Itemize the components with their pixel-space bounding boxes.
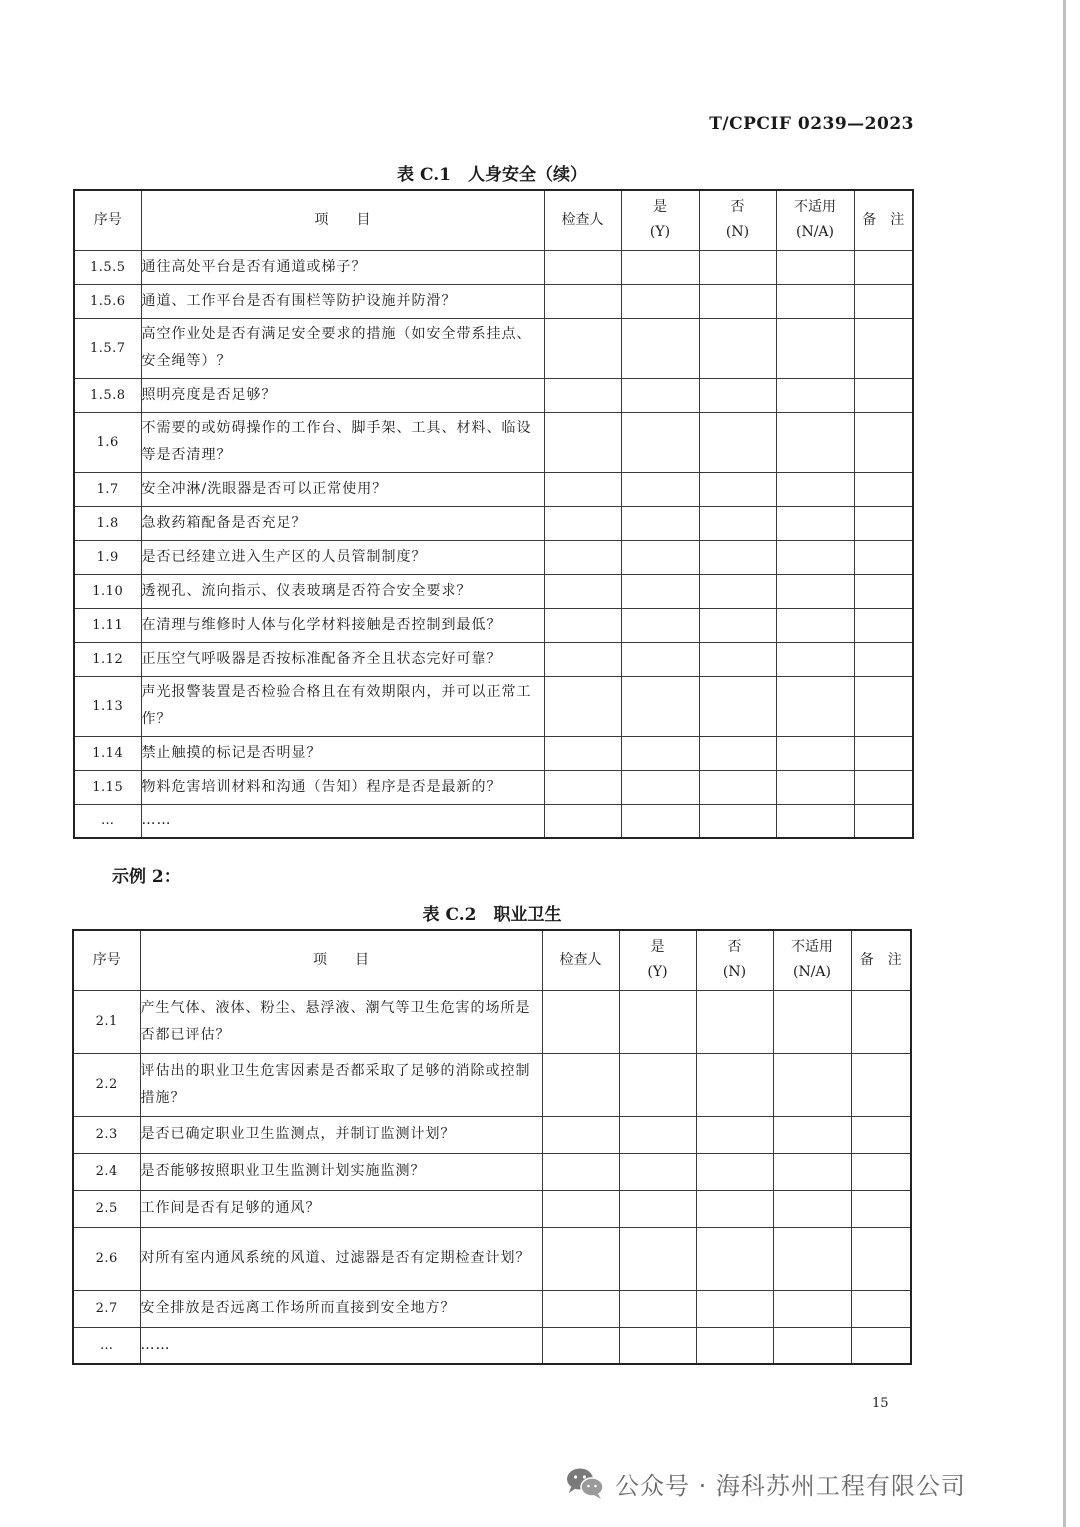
na-cell[interactable] bbox=[773, 1116, 851, 1153]
table-row bbox=[73, 1227, 911, 1290]
no-cell[interactable] bbox=[699, 736, 776, 770]
na-cell[interactable] bbox=[776, 804, 854, 838]
yes-cell[interactable] bbox=[619, 1190, 696, 1227]
col-inspector-header: 检查人 bbox=[544, 190, 621, 250]
inspector-cell[interactable] bbox=[542, 1327, 619, 1364]
row-number: 1.10 bbox=[74, 574, 141, 608]
no-cell[interactable] bbox=[699, 506, 776, 540]
remark-cell[interactable] bbox=[851, 1227, 911, 1290]
table-c1 bbox=[73, 189, 914, 839]
no-cell[interactable] bbox=[696, 1227, 773, 1290]
row-item: 在清理与维修时人体与化学材料接触是否控制到最低？ bbox=[141, 608, 544, 642]
yes-cell[interactable] bbox=[619, 1116, 696, 1153]
na-cell[interactable] bbox=[776, 506, 854, 540]
row-item: 物料危害培训材料和沟通（告知）程序是否是最新的？ bbox=[141, 770, 544, 804]
inspector-cell[interactable] bbox=[542, 1190, 619, 1227]
na-cell[interactable] bbox=[773, 1153, 851, 1190]
no-cell[interactable] bbox=[696, 1327, 773, 1364]
row-item: 是否已确定职业卫生监测点，并制订监测计划？ bbox=[140, 1116, 542, 1153]
row-item: 通往高处平台是否有通道或梯子？ bbox=[141, 250, 544, 284]
table-row bbox=[73, 1116, 911, 1153]
yes-cell[interactable] bbox=[621, 284, 699, 318]
inspector-cell[interactable] bbox=[542, 1153, 619, 1190]
yes-cell[interactable] bbox=[621, 608, 699, 642]
col-item-header: 项 目 bbox=[141, 190, 544, 250]
inspector-cell[interactable] bbox=[544, 608, 621, 642]
row-item: 是否能够按照职业卫生监测计划实施监测？ bbox=[140, 1153, 542, 1190]
table1-caption: 表 C.1 人身安全（续） bbox=[397, 165, 587, 185]
table-c2 bbox=[72, 929, 912, 1365]
table-row bbox=[74, 804, 913, 838]
yes-cell[interactable] bbox=[621, 540, 699, 574]
na-cell[interactable] bbox=[776, 770, 854, 804]
table-row bbox=[74, 378, 913, 412]
row-number: 1.12 bbox=[74, 642, 141, 676]
no-cell[interactable] bbox=[699, 676, 776, 736]
remark-cell[interactable] bbox=[851, 1153, 911, 1190]
table-row bbox=[73, 1053, 911, 1116]
row-item: 不需要的或妨碍操作的工作台、脚手架、工具、材料、临设等是否清理？ bbox=[141, 412, 544, 472]
row-number: 1.9 bbox=[74, 540, 141, 574]
no-cell[interactable] bbox=[699, 472, 776, 506]
col-item-header: 项 目 bbox=[140, 930, 542, 990]
watermark bbox=[565, 1462, 966, 1504]
remark-cell[interactable] bbox=[854, 506, 913, 540]
yes-cell[interactable] bbox=[621, 736, 699, 770]
row-item: 通道、工作平台是否有围栏等防护设施并防滑？ bbox=[141, 284, 544, 318]
row-number: 1.5.7 bbox=[74, 318, 141, 378]
table-row bbox=[73, 1327, 911, 1364]
na-cell[interactable] bbox=[773, 1327, 851, 1364]
no-cell[interactable] bbox=[699, 378, 776, 412]
table-row bbox=[74, 250, 913, 284]
yes-cell[interactable] bbox=[621, 378, 699, 412]
yes-cell[interactable] bbox=[619, 1327, 696, 1364]
table2-caption: 表 C.2 职业卫生 bbox=[422, 905, 562, 925]
row-number: 1.5.6 bbox=[74, 284, 141, 318]
no-cell[interactable] bbox=[699, 574, 776, 608]
row-item: 安全冲淋/洗眼器是否可以正常使用？ bbox=[141, 472, 544, 506]
row-item: 评估出的职业卫生危害因素是否都采取了足够的消除或控制措施？ bbox=[140, 1053, 542, 1116]
row-item: 工作间是否有足够的通风？ bbox=[140, 1190, 542, 1227]
no-cell[interactable] bbox=[699, 770, 776, 804]
row-number: 2.1 bbox=[73, 990, 140, 1053]
inspector-cell[interactable] bbox=[544, 676, 621, 736]
na-cell[interactable] bbox=[776, 284, 854, 318]
table-row bbox=[73, 1190, 911, 1227]
na-cell[interactable] bbox=[776, 250, 854, 284]
table-row bbox=[74, 412, 913, 472]
col-inspector-header: 检查人 bbox=[542, 930, 619, 990]
page-number: 15 bbox=[872, 1396, 889, 1411]
row-number: 2.5 bbox=[73, 1190, 140, 1227]
table-row bbox=[74, 540, 913, 574]
yes-cell[interactable] bbox=[621, 642, 699, 676]
inspector-cell[interactable] bbox=[542, 1290, 619, 1327]
na-cell[interactable] bbox=[776, 608, 854, 642]
col-no-header: 序号 bbox=[74, 190, 141, 250]
col-yes-header: 是 (Y) bbox=[619, 930, 696, 990]
col-no-header: 序号 bbox=[73, 930, 140, 990]
no-cell[interactable] bbox=[696, 1290, 773, 1327]
remark-cell[interactable] bbox=[854, 608, 913, 642]
remark-cell[interactable] bbox=[851, 990, 911, 1053]
remark-cell[interactable] bbox=[851, 1116, 911, 1153]
table-row bbox=[74, 318, 913, 378]
remark-cell[interactable] bbox=[851, 1327, 911, 1364]
yes-cell[interactable] bbox=[621, 472, 699, 506]
yes-cell[interactable] bbox=[621, 804, 699, 838]
row-item: 对所有室内通风系统的风道、过滤器是否有定期检查计划？ bbox=[140, 1227, 542, 1290]
no-cell[interactable] bbox=[699, 608, 776, 642]
row-item: 安全排放是否远离工作场所而直接到安全地方？ bbox=[140, 1290, 542, 1327]
standard-code: T/CPCIF 0239—2023 bbox=[709, 114, 914, 134]
row-item: 高空作业处是否有满足安全要求的措施（如安全带系挂点、安全绳等）？ bbox=[141, 318, 544, 378]
row-item: …… bbox=[140, 1327, 542, 1364]
row-number: 1.6 bbox=[74, 412, 141, 472]
inspector-cell[interactable] bbox=[542, 1227, 619, 1290]
table-row bbox=[74, 676, 913, 736]
row-number: 1.14 bbox=[74, 736, 141, 770]
table-row bbox=[73, 1153, 911, 1190]
inspector-cell[interactable] bbox=[544, 736, 621, 770]
yes-cell[interactable] bbox=[621, 250, 699, 284]
table-row bbox=[74, 642, 913, 676]
na-cell[interactable] bbox=[776, 736, 854, 770]
page-edge-shadow bbox=[1063, 0, 1066, 1527]
remark-cell[interactable] bbox=[854, 804, 913, 838]
yes-cell[interactable] bbox=[621, 412, 699, 472]
no-cell[interactable] bbox=[696, 990, 773, 1053]
example-label: 示例 2： bbox=[112, 867, 181, 887]
na-cell[interactable] bbox=[776, 412, 854, 472]
row-number: 2.4 bbox=[73, 1153, 140, 1190]
na-cell[interactable] bbox=[776, 472, 854, 506]
inspector-cell[interactable] bbox=[544, 574, 621, 608]
remark-cell[interactable] bbox=[854, 770, 913, 804]
row-item: 禁止触摸的标记是否明显？ bbox=[141, 736, 544, 770]
row-item: 急救药箱配备是否充足？ bbox=[141, 506, 544, 540]
remark-cell[interactable] bbox=[854, 284, 913, 318]
remark-cell[interactable] bbox=[854, 318, 913, 378]
remark-cell[interactable] bbox=[854, 736, 913, 770]
row-number: 1.11 bbox=[74, 608, 141, 642]
col-no-answer-header: 否 (N) bbox=[699, 190, 776, 250]
no-cell[interactable] bbox=[699, 642, 776, 676]
no-cell[interactable] bbox=[699, 250, 776, 284]
row-item: 透视孔、流向指示、仪表玻璃是否符合安全要求？ bbox=[141, 574, 544, 608]
yes-cell[interactable] bbox=[621, 318, 699, 378]
yes-cell[interactable] bbox=[619, 1227, 696, 1290]
inspector-cell[interactable] bbox=[544, 284, 621, 318]
yes-cell[interactable] bbox=[619, 990, 696, 1053]
inspector-cell[interactable] bbox=[544, 318, 621, 378]
remark-cell[interactable] bbox=[854, 676, 913, 736]
table-row bbox=[74, 472, 913, 506]
no-cell[interactable] bbox=[696, 1190, 773, 1227]
row-number: 2.6 bbox=[73, 1227, 140, 1290]
row-item: 正压空气呼吸器是否按标准配备齐全且状态完好可靠？ bbox=[141, 642, 544, 676]
no-cell[interactable] bbox=[699, 412, 776, 472]
table2-header-row bbox=[73, 930, 911, 990]
col-remark-header: 备 注 bbox=[851, 930, 911, 990]
inspector-cell[interactable] bbox=[544, 770, 621, 804]
remark-cell[interactable] bbox=[854, 412, 913, 472]
inspector-cell[interactable] bbox=[544, 642, 621, 676]
row-number: 1.5.8 bbox=[74, 378, 141, 412]
remark-cell[interactable] bbox=[854, 472, 913, 506]
na-cell[interactable] bbox=[773, 1290, 851, 1327]
na-cell[interactable] bbox=[773, 1053, 851, 1116]
table-row bbox=[74, 770, 913, 804]
no-cell[interactable] bbox=[699, 540, 776, 574]
inspector-cell[interactable] bbox=[544, 540, 621, 574]
inspector-cell[interactable] bbox=[544, 472, 621, 506]
na-cell[interactable] bbox=[776, 540, 854, 574]
row-number: 1.8 bbox=[74, 506, 141, 540]
remark-cell[interactable] bbox=[854, 540, 913, 574]
no-cell[interactable] bbox=[696, 1153, 773, 1190]
inspector-cell[interactable] bbox=[542, 990, 619, 1053]
na-cell[interactable] bbox=[773, 1227, 851, 1290]
na-cell[interactable] bbox=[776, 574, 854, 608]
yes-cell[interactable] bbox=[619, 1153, 696, 1190]
no-cell[interactable] bbox=[696, 1116, 773, 1153]
remark-cell[interactable] bbox=[851, 1290, 911, 1327]
watermark-text: 公众号 · 海科苏州工程有限公司 bbox=[615, 1471, 966, 1500]
row-number: 1.13 bbox=[74, 676, 141, 736]
table-row bbox=[74, 574, 913, 608]
col-na-header: 不适用 (N/A) bbox=[776, 190, 854, 250]
table-row bbox=[74, 608, 913, 642]
row-item: 是否已经建立进入生产区的人员管制制度？ bbox=[141, 540, 544, 574]
yes-cell[interactable] bbox=[619, 1053, 696, 1116]
table-row bbox=[74, 284, 913, 318]
yes-cell[interactable] bbox=[621, 574, 699, 608]
yes-cell[interactable] bbox=[621, 676, 699, 736]
col-yes-header: 是 (Y) bbox=[621, 190, 699, 250]
row-item: 照明亮度是否足够？ bbox=[141, 378, 544, 412]
row-item: 声光报警装置是否检验合格且在有效期限内，并可以正常工作？ bbox=[141, 676, 544, 736]
row-number: 2.7 bbox=[73, 1290, 140, 1327]
remark-cell[interactable] bbox=[854, 378, 913, 412]
row-number: … bbox=[73, 1327, 140, 1364]
row-item: …… bbox=[141, 804, 544, 838]
na-cell[interactable] bbox=[773, 990, 851, 1053]
yes-cell[interactable] bbox=[619, 1290, 696, 1327]
inspector-cell[interactable] bbox=[544, 506, 621, 540]
na-cell[interactable] bbox=[773, 1190, 851, 1227]
inspector-cell[interactable] bbox=[542, 1116, 619, 1153]
remark-cell[interactable] bbox=[854, 250, 913, 284]
no-cell[interactable] bbox=[699, 318, 776, 378]
row-number: 1.7 bbox=[74, 472, 141, 506]
na-cell[interactable] bbox=[776, 676, 854, 736]
remark-cell[interactable] bbox=[851, 1053, 911, 1116]
remark-cell[interactable] bbox=[854, 574, 913, 608]
col-na-header: 不适用 (N/A) bbox=[773, 930, 851, 990]
wechat-icon bbox=[565, 1466, 605, 1500]
yes-cell[interactable] bbox=[621, 770, 699, 804]
row-item: 产生气体、液体、粉尘、悬浮液、潮气等卫生危害的场所是否都已评估？ bbox=[140, 990, 542, 1053]
na-cell[interactable] bbox=[776, 642, 854, 676]
table-row bbox=[73, 1290, 911, 1327]
no-cell[interactable] bbox=[699, 804, 776, 838]
inspector-cell[interactable] bbox=[544, 412, 621, 472]
row-number: … bbox=[74, 804, 141, 838]
inspector-cell[interactable] bbox=[544, 250, 621, 284]
table-row bbox=[74, 736, 913, 770]
col-no-answer-header: 否 (N) bbox=[696, 930, 773, 990]
table-row bbox=[73, 990, 911, 1053]
inspector-cell[interactable] bbox=[544, 378, 621, 412]
row-number: 2.2 bbox=[73, 1053, 140, 1116]
table-row bbox=[74, 506, 913, 540]
row-number: 2.3 bbox=[73, 1116, 140, 1153]
col-remark-header: 备 注 bbox=[854, 190, 913, 250]
row-number: 1.5.5 bbox=[74, 250, 141, 284]
no-cell[interactable] bbox=[696, 1053, 773, 1116]
remark-cell[interactable] bbox=[854, 642, 913, 676]
table1-header-row bbox=[74, 190, 913, 250]
yes-cell[interactable] bbox=[621, 506, 699, 540]
no-cell[interactable] bbox=[699, 284, 776, 318]
remark-cell[interactable] bbox=[851, 1190, 911, 1227]
inspector-cell[interactable] bbox=[542, 1053, 619, 1116]
na-cell[interactable] bbox=[776, 318, 854, 378]
inspector-cell[interactable] bbox=[544, 804, 621, 838]
na-cell[interactable] bbox=[776, 378, 854, 412]
row-number: 1.15 bbox=[74, 770, 141, 804]
